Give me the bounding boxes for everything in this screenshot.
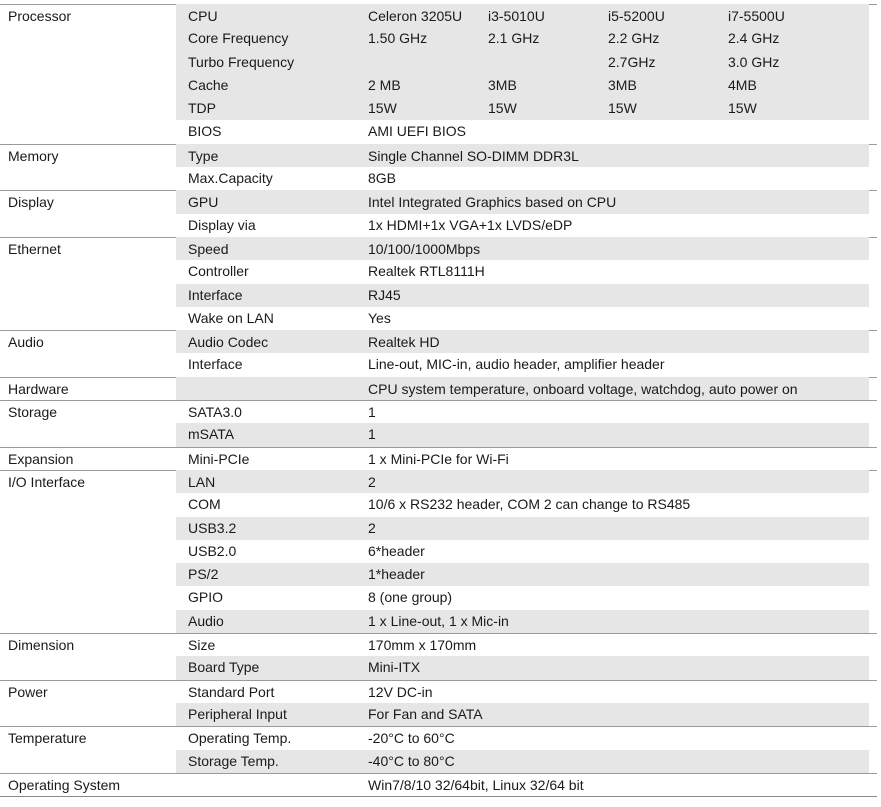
spec-value: Intel Integrated Graphics based on CPU (368, 194, 617, 211)
row-shading (176, 517, 869, 540)
table-row (0, 284, 877, 307)
spec-label: USB3.2 (188, 519, 237, 536)
spec-value: 1*header (368, 566, 425, 583)
spec-value: 3MB (488, 76, 517, 93)
table-row (0, 377, 877, 400)
spec-value: 4MB (728, 76, 757, 93)
spec-value: 1 x Line-out, 1 x Mic-in (368, 612, 509, 629)
row-shading (176, 284, 869, 307)
table-row (0, 97, 877, 120)
row-shading (176, 750, 869, 773)
spec-label: Max.Capacity (188, 170, 273, 187)
table-row (0, 656, 877, 679)
spec-label: BIOS (188, 123, 222, 140)
category-label: Ethernet (8, 240, 61, 257)
spec-value: i5-5200U (608, 8, 665, 24)
table-row (0, 540, 877, 563)
spec-value: 2 (368, 519, 376, 536)
spec-value: Realtek HD (368, 334, 440, 351)
table-row (0, 400, 877, 423)
table-row (0, 190, 877, 213)
spec-value: 2 MB (368, 76, 401, 93)
spec-value: 8 (one group) (368, 589, 453, 606)
table-row (0, 586, 877, 609)
spec-value: 2.7GHz (608, 53, 656, 70)
spec-value: 2.4 GHz (728, 30, 780, 47)
spec-label: SATA3.0 (188, 404, 242, 421)
category-label: Hardware (8, 380, 69, 397)
spec-table (0, 4, 877, 796)
spec-value: 1 x Mini-PCIe for Wi-Fi (368, 450, 509, 467)
spec-value: Win7/8/10 32/64bit, Linux 32/64 bit (368, 776, 584, 793)
spec-label: Core Frequency (188, 30, 289, 47)
table-row (0, 51, 877, 74)
row-shading (176, 470, 869, 493)
row-shading (176, 74, 869, 97)
table-row (0, 214, 877, 237)
spec-value: Mini-ITX (368, 659, 421, 676)
spec-value: 2 (368, 473, 376, 490)
table-row (0, 330, 877, 353)
spec-value: 2.2 GHz (608, 30, 660, 47)
spec-label: Storage Temp. (188, 752, 279, 769)
spec-value: 10/100/1000Mbps (368, 240, 481, 257)
table-row (0, 447, 877, 470)
spec-value: 1 (368, 426, 376, 443)
row-shading (176, 330, 869, 353)
spec-label: Operating Temp. (188, 730, 292, 747)
spec-value: 3.0 GHz (728, 53, 780, 70)
table-row (0, 563, 877, 586)
category-label: Expansion (8, 450, 74, 467)
table-row (0, 773, 877, 796)
spec-label: COM (188, 496, 221, 513)
spec-label: Wake on LAN (188, 309, 274, 326)
table-row (0, 74, 877, 97)
spec-label: mSATA (188, 426, 235, 443)
row-shading (176, 97, 869, 120)
spec-value: 6*header (368, 542, 425, 559)
spec-value: AMI UEFI BIOS (368, 123, 467, 140)
spec-value: 2.1 GHz (488, 30, 540, 47)
table-row (0, 353, 877, 376)
table-row (0, 423, 877, 446)
spec-label: Controller (188, 263, 249, 280)
table-row (0, 633, 877, 656)
table-row (0, 610, 877, 633)
category-label: Storage (8, 404, 58, 421)
spec-value: 15W (488, 100, 517, 117)
spec-value: 15W (608, 100, 637, 117)
spec-value: i7-5500U (728, 8, 785, 24)
table-row (0, 470, 877, 493)
category-label: Power (8, 683, 48, 700)
spec-label: Standard Port (188, 683, 275, 700)
spec-label: Interface (188, 356, 243, 373)
row-shading (176, 237, 869, 260)
spec-value: 8GB (368, 170, 397, 187)
spec-value: 3MB (608, 76, 637, 93)
spec-value: Line-out, MIC-in, audio header, amplifier header (368, 356, 665, 373)
spec-label: CPU (188, 8, 218, 24)
table-row (0, 237, 877, 260)
row-shading (176, 563, 869, 586)
spec-value: Realtek RTL8111H (368, 263, 485, 280)
spec-value: i3-5010U (488, 8, 545, 24)
row-shading (176, 423, 869, 446)
spec-label: Size (188, 637, 216, 654)
spec-label: GPU (188, 194, 219, 211)
table-row (0, 27, 877, 50)
spec-label: Peripheral Input (188, 705, 287, 722)
spec-label: PS/2 (188, 566, 219, 583)
spec-label: Audio Codec (188, 334, 269, 351)
spec-value: 15W (368, 100, 397, 117)
spec-label: USB2.0 (188, 542, 237, 559)
spec-label: LAN (188, 473, 216, 490)
table-row (0, 144, 877, 167)
spec-label: Mini-PCIe (188, 450, 250, 467)
spec-label: TDP (188, 100, 216, 117)
table-row (0, 260, 877, 283)
row-shading (176, 656, 869, 679)
spec-label: Interface (188, 286, 243, 303)
category-label: Operating System (8, 776, 121, 793)
spec-value: 15W (728, 100, 757, 117)
spec-label: Speed (188, 240, 229, 257)
spec-label: Audio (188, 612, 224, 629)
spec-value: 1x HDMI+1x VGA+1x LVDS/eDP (368, 216, 573, 233)
spec-value: Celeron 3205U (368, 8, 463, 24)
spec-label: Turbo Frequency (188, 53, 295, 70)
spec-value: Yes (368, 309, 391, 326)
table-row (0, 750, 877, 773)
spec-value: 12V DC-in (368, 683, 433, 700)
table-row (0, 726, 877, 749)
spec-value: CPU system temperature, onboard voltage, watchdog, auto power on (368, 380, 798, 397)
spec-label: Display via (188, 216, 256, 233)
spec-value: For Fan and SATA (368, 705, 483, 722)
category-label: Display (8, 194, 54, 211)
spec-value: 1.50 GHz (368, 30, 428, 47)
spec-value: Single Channel SO-DIMM DDR3L (368, 147, 579, 164)
spec-value: 170mm x 170mm (368, 637, 477, 654)
spec-value: 10/6 x RS232 header, COM 2 can change to RS485 (368, 496, 691, 513)
table-row (0, 703, 877, 726)
spec-label: Cache (188, 76, 229, 93)
table-row (0, 517, 877, 540)
table-row (0, 493, 877, 516)
spec-value: -40°C to 80°C (368, 752, 455, 769)
spec-label: GPIO (188, 589, 224, 606)
category-label: Audio (8, 334, 44, 351)
category-label: Memory (8, 147, 59, 164)
category-label: I/O Interface (8, 473, 86, 490)
table-row (0, 120, 877, 143)
spec-value: RJ45 (368, 286, 401, 303)
spec-value: -20°C to 60°C (368, 730, 455, 747)
table-row (0, 307, 877, 330)
category-label: Temperature (8, 730, 87, 747)
category-label: Processor (8, 8, 72, 24)
table-row (0, 167, 877, 190)
table-row (0, 680, 877, 703)
spec-label: Type (188, 147, 219, 164)
spec-label: Board Type (188, 659, 260, 676)
table-bottom-rule (0, 796, 877, 797)
table-row (0, 4, 877, 27)
spec-value: 1 (368, 404, 376, 421)
category-label: Dimension (8, 637, 75, 654)
row-shading (176, 610, 869, 633)
